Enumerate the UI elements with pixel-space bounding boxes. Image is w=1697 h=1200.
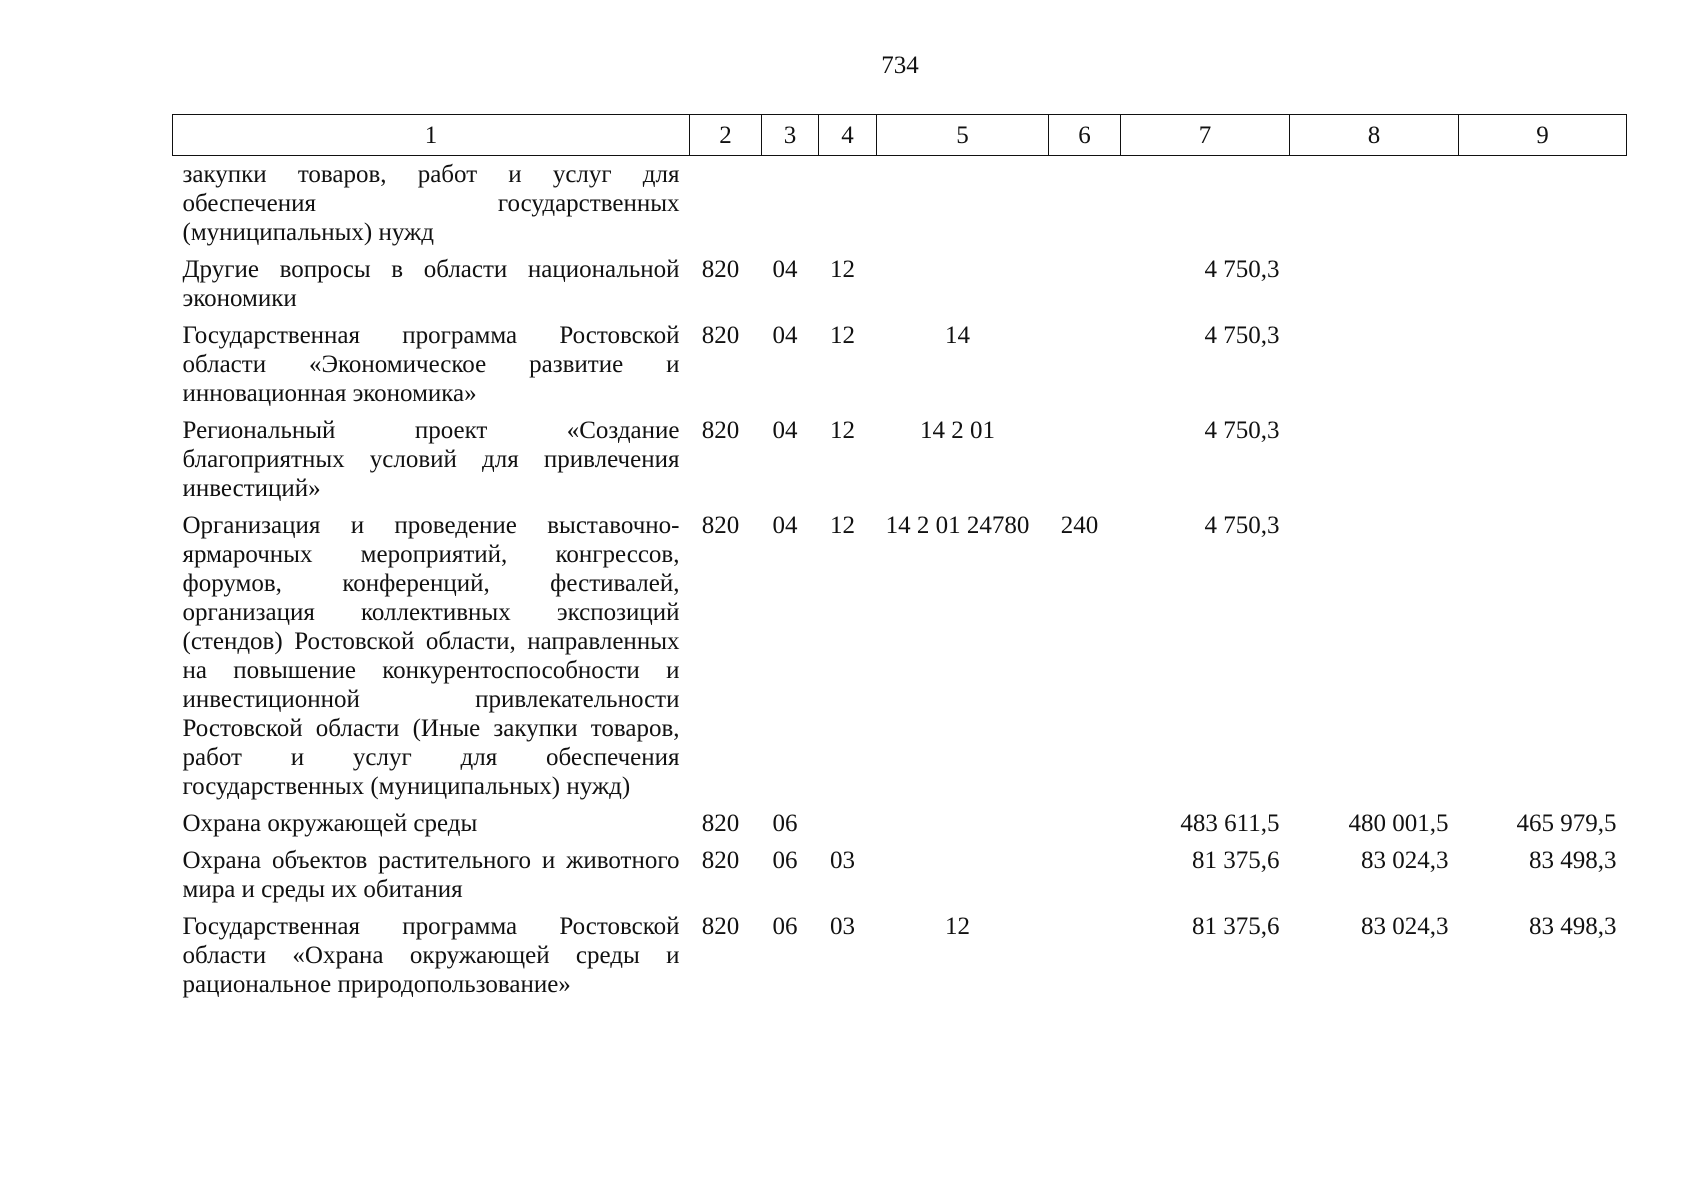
- cell-col-4: [819, 801, 877, 838]
- header-col-4: 4: [819, 115, 877, 156]
- row-description: Организация и проведение выставочно-ярмарочных мероприятий, конгрессов, форумов, конференций, фестивалей, организация коллективных экспозиций (стендов) Ростовской области, направленных на повышение конкурентоспособности и инвестиционной привлекательности Ростовской области (Иные закупки товаров, работ и услуг для обеспечения государственных (муниципальных) нужд): [182, 512, 680, 800]
- header-col-6: 6: [1049, 115, 1121, 156]
- header-col-7: 7: [1121, 115, 1290, 156]
- header-col-5: 5: [877, 115, 1049, 156]
- cell-col-4: 12: [830, 512, 855, 539]
- cell-col-5: [877, 838, 1049, 904]
- cell-col-6: [1049, 904, 1121, 999]
- cell-col-7: 81 375,6: [1192, 847, 1280, 874]
- table-row: [173, 247, 1627, 313]
- cell-col-2: [690, 156, 762, 248]
- table-row: [173, 838, 1627, 904]
- header-row: [173, 115, 1627, 156]
- cell-col-3: 06: [772, 913, 798, 940]
- cell-col-8: [1290, 247, 1459, 313]
- table-body: [173, 156, 1627, 1000]
- cell-col-4: 03: [830, 913, 855, 940]
- cell-col-3: 04: [772, 512, 798, 539]
- cell-col-8: [1290, 503, 1459, 801]
- row-description: Государственная программа Ростовской области «Охрана окружающей среды и рациональное природопользование»: [182, 913, 680, 998]
- cell-col-3: 04: [772, 256, 798, 283]
- cell-col-5: [877, 247, 1049, 313]
- cell-col-3: 04: [772, 417, 798, 444]
- cell-col-7: 4 750,3: [1204, 256, 1280, 283]
- cell-col-6: 240: [1060, 512, 1099, 539]
- row-description: Охрана окружающей среды: [182, 810, 478, 837]
- header-col-3: 3: [762, 115, 819, 156]
- cell-col-8: 83 024,3: [1361, 847, 1449, 874]
- cell-col-8: [1290, 156, 1459, 248]
- cell-col-7: [1121, 156, 1290, 248]
- cell-col-6: [1049, 801, 1121, 838]
- cell-col-4: 03: [830, 847, 855, 874]
- header-col-2: 2: [690, 115, 762, 156]
- cell-col-5: 14 2 01 24780: [885, 512, 1030, 539]
- table-row: [173, 503, 1627, 801]
- cell-col-7: 4 750,3: [1204, 417, 1280, 444]
- table-row: [173, 408, 1627, 503]
- cell-col-9: [1459, 503, 1627, 801]
- cell-col-7: 81 375,6: [1192, 913, 1280, 940]
- table-row: [173, 313, 1627, 408]
- cell-col-2: 820: [701, 810, 740, 837]
- cell-col-3: 06: [772, 810, 798, 837]
- cell-col-7: 4 750,3: [1204, 322, 1280, 349]
- cell-col-4: [819, 156, 877, 248]
- cell-col-8: [1290, 313, 1459, 408]
- cell-col-5: 12: [945, 913, 970, 940]
- cell-col-2: 820: [701, 322, 740, 349]
- cell-col-8: [1290, 408, 1459, 503]
- cell-col-2: 820: [701, 913, 740, 940]
- row-description: Охрана объектов растительного и животного мира и среды их обитания: [182, 847, 680, 903]
- cell-col-5: 14 2 01: [920, 417, 995, 444]
- cell-col-9: [1459, 156, 1627, 248]
- cell-col-7: 483 611,5: [1180, 810, 1280, 837]
- cell-col-2: 820: [701, 256, 740, 283]
- cell-col-9: 83 498,3: [1529, 847, 1617, 874]
- row-description: Государственная программа Ростовской области «Экономическое развитие и инновационная экономика»: [182, 322, 680, 407]
- cell-col-9: 83 498,3: [1529, 913, 1617, 940]
- cell-col-4: 12: [830, 256, 855, 283]
- page-number: 734: [881, 52, 919, 79]
- cell-col-5: [877, 156, 1049, 248]
- header-col-9: 9: [1459, 115, 1627, 156]
- cell-col-2: 820: [701, 417, 740, 444]
- cell-col-7: 4 750,3: [1204, 512, 1280, 539]
- cell-col-3: [762, 156, 819, 248]
- cell-col-9: [1459, 313, 1627, 408]
- cell-col-6: [1049, 247, 1121, 313]
- header-col-8: 8: [1290, 115, 1459, 156]
- cell-col-3: 04: [772, 322, 798, 349]
- budget-table: [172, 114, 1627, 999]
- cell-col-5: [877, 801, 1049, 838]
- cell-col-8: 480 001,5: [1348, 810, 1449, 837]
- cell-col-9: 465 979,5: [1516, 810, 1617, 837]
- table-row: [173, 156, 1627, 248]
- table-header: [173, 115, 1627, 156]
- row-description: Другие вопросы в области национальной экономики: [182, 256, 680, 312]
- cell-col-6: [1049, 408, 1121, 503]
- cell-col-6: [1049, 838, 1121, 904]
- cell-col-2: 820: [701, 847, 740, 874]
- row-description: Региональный проект «Создание благоприятных условий для привлечения инвестиций»: [182, 417, 680, 502]
- cell-col-4: 12: [830, 417, 855, 444]
- table-row: [173, 801, 1627, 838]
- table-row: [173, 904, 1627, 999]
- cell-col-9: [1459, 408, 1627, 503]
- header-col-1: 1: [173, 115, 690, 156]
- row-description: закупки товаров, работ и услуг для обеспечения государственных (муниципальных) нужд: [182, 161, 680, 246]
- cell-col-8: 83 024,3: [1361, 913, 1449, 940]
- cell-col-2: 820: [701, 512, 740, 539]
- cell-col-6: [1049, 156, 1121, 248]
- cell-col-3: 06: [772, 847, 798, 874]
- cell-col-6: [1049, 313, 1121, 408]
- cell-col-5: 14: [945, 322, 970, 349]
- cell-col-9: [1459, 247, 1627, 313]
- budget-table-container: [172, 114, 1627, 999]
- cell-col-4: 12: [830, 322, 855, 349]
